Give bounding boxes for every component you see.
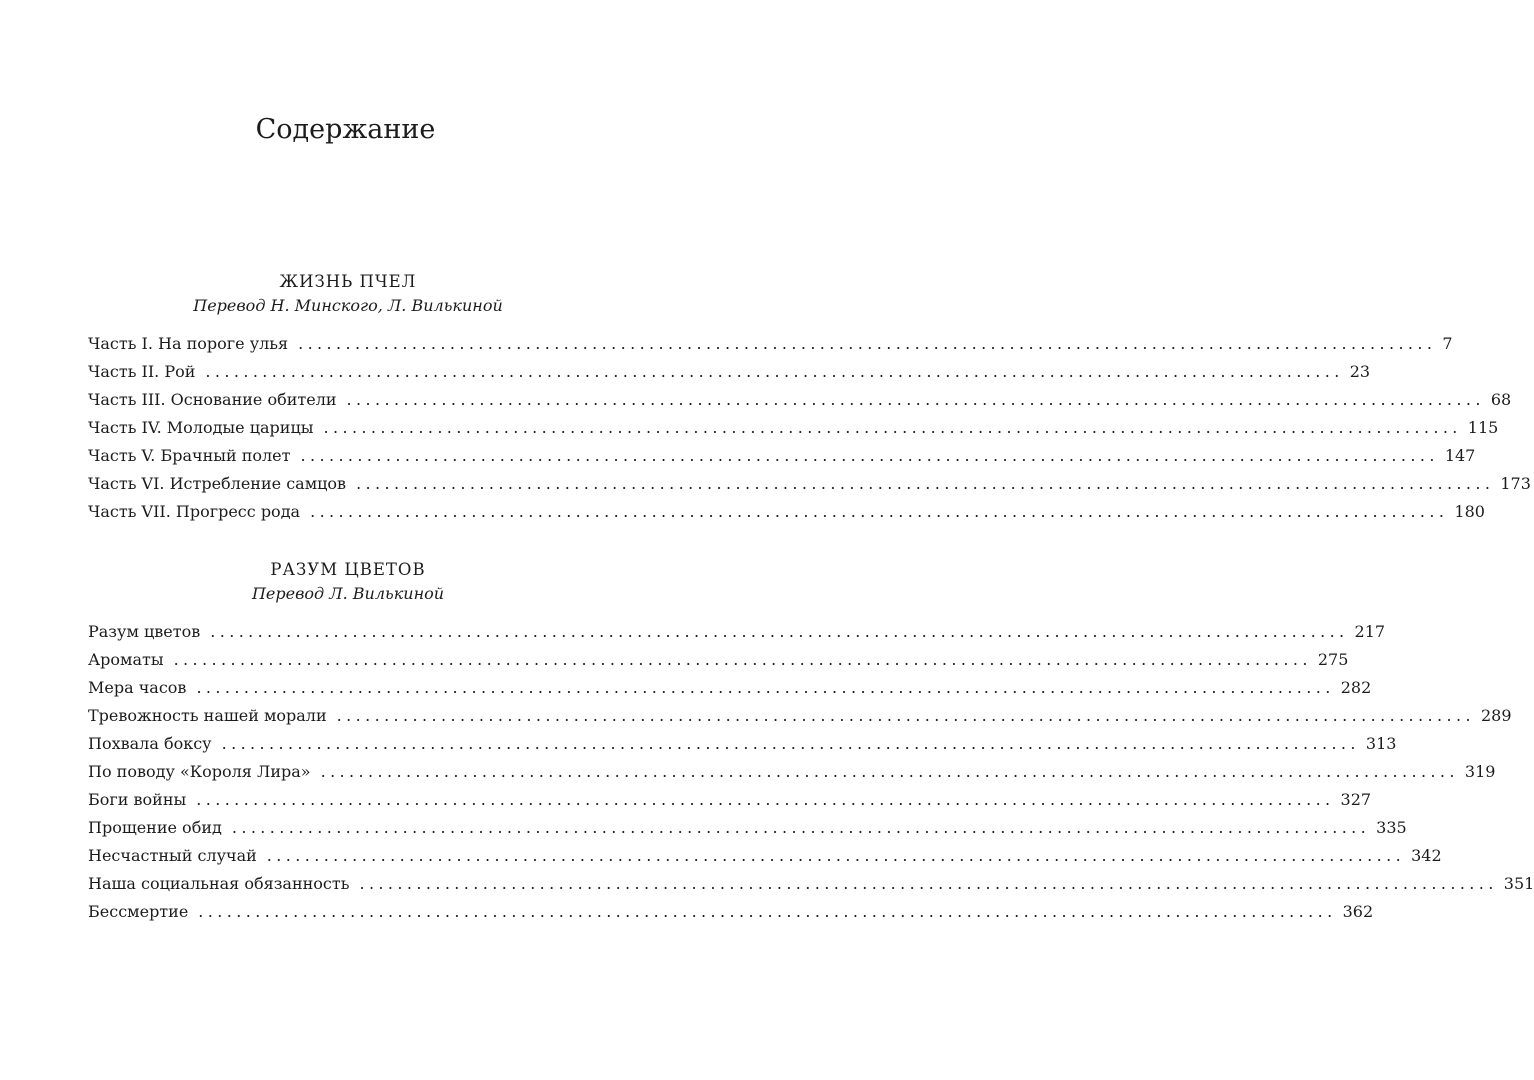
toc-entry-title: По поводу «Короля Лира»	[88, 762, 311, 781]
dot-leader: ........................................................................................................................	[196, 678, 1335, 697]
toc-entry[interactable]	[88, 646, 1349, 674]
toc-entry-page: 68	[1490, 390, 1512, 409]
toc-entry-title: Часть V. Брачный полет	[88, 446, 291, 465]
toc-entry[interactable]	[88, 498, 1485, 526]
dot-leader: ........................................................................................................................	[323, 418, 1462, 437]
dot-leader: ........................................................................................................................	[356, 474, 1495, 493]
toc-entry-page: 115	[1467, 418, 1499, 437]
dot-leader: ........................................................................................................................	[336, 706, 1475, 725]
toc-entry-title: Часть III. Основание обители	[88, 390, 337, 409]
toc-entry[interactable]	[88, 870, 1534, 898]
toc-entry[interactable]	[88, 330, 1453, 358]
dot-leader: ........................................................................................................................	[173, 650, 1312, 669]
dot-leader: ........................................................................................................................	[359, 874, 1498, 893]
toc-entry[interactable]	[88, 414, 1499, 442]
dot-leader: ........................................................................................................................	[198, 902, 1337, 921]
toc-entry[interactable]	[88, 730, 1397, 758]
page-title: Содержание	[255, 114, 436, 145]
toc-entry[interactable]	[88, 786, 1372, 814]
toc-entry[interactable]	[88, 358, 1371, 386]
toc-entry-title: Несчастный случай	[88, 846, 257, 865]
toc-entry[interactable]	[88, 470, 1531, 498]
toc-entry[interactable]	[88, 758, 1496, 786]
toc-entry-title: Наша социальная обязанность	[88, 874, 350, 893]
toc-list	[88, 618, 1534, 926]
section-life-of-bees	[88, 270, 1531, 526]
toc-entry-page: 335	[1376, 818, 1407, 837]
toc-entry-page: 327	[1340, 790, 1372, 809]
toc-entry-page: 147	[1444, 446, 1476, 465]
toc-entry-page: 275	[1317, 650, 1349, 669]
toc-entry-page: 180	[1454, 502, 1485, 521]
section-heading: ЖИЗНЬ ПЧЕЛ	[279, 272, 417, 291]
toc-entry-title: Часть VI. Истребление самцов	[88, 474, 347, 493]
toc-entry-page: 7	[1442, 334, 1453, 353]
toc-entry-page: 313	[1365, 734, 1397, 753]
dot-leader: ........................................................................................................................	[298, 334, 1437, 353]
section-heading: РАЗУМ ЦВЕТОВ	[270, 560, 426, 579]
dot-leader: ........................................................................................................................	[205, 362, 1344, 381]
toc-entry-title: Бессмертие	[88, 902, 189, 921]
toc-entry-page: 217	[1354, 622, 1386, 641]
toc-entry-title: Разум цветов	[88, 622, 201, 641]
toc-entry-title: Часть IV. Молодые царицы	[88, 418, 314, 437]
toc-entry-title: Часть II. Рой	[88, 362, 196, 381]
toc-entry-title: Тревожность нашей морали	[88, 706, 327, 725]
toc-entry-title: Похвала боксу	[88, 734, 212, 753]
toc-entry[interactable]	[88, 674, 1372, 702]
toc-entry-page: 319	[1464, 762, 1496, 781]
toc-entry-page: 23	[1349, 362, 1371, 381]
toc-entry-page: 362	[1342, 902, 1374, 921]
toc-entry-title: Боги войны	[88, 790, 187, 809]
toc-entry-page: 282	[1340, 678, 1372, 697]
toc-entry[interactable]	[88, 842, 1442, 870]
dot-leader: ........................................................................................................................	[266, 846, 1406, 865]
dot-leader: ........................................................................................................................	[231, 818, 1371, 837]
dot-leader: ........................................................................................................................	[310, 502, 1449, 521]
toc-entry[interactable]	[88, 618, 1386, 646]
toc-entry-title: Прощение обид	[88, 818, 222, 837]
toc-entry-page: 173	[1500, 474, 1531, 493]
dot-leader: ........................................................................................................................	[346, 390, 1485, 409]
toc-entry-title: Ароматы	[88, 650, 164, 669]
toc-entry-page: 289	[1480, 706, 1512, 725]
dot-leader: ........................................................................................................................	[320, 762, 1459, 781]
toc-entry[interactable]	[88, 442, 1476, 470]
toc-entry[interactable]	[88, 702, 1512, 730]
toc-list	[88, 330, 1531, 526]
toc-entry-title: Мера часов	[88, 678, 187, 697]
section-translator: Перевод Л. Вилькиной	[251, 584, 445, 603]
dot-leader: ........................................................................................................................	[210, 622, 1349, 641]
toc-entry-page: 351	[1503, 874, 1534, 893]
section-translator: Перевод Н. Минского, Л. Вилькиной	[193, 296, 503, 315]
dot-leader: ........................................................................................................................	[196, 790, 1335, 809]
section-intelligence-of-flowers	[88, 558, 1534, 926]
toc-entry-title: Часть I. На пороге улья	[88, 334, 289, 353]
toc-entry[interactable]	[88, 898, 1374, 926]
dot-leader: ........................................................................................................................	[300, 446, 1439, 465]
toc-entry[interactable]	[88, 814, 1407, 842]
toc-entry-title: Часть VII. Прогресс рода	[88, 502, 301, 521]
toc-entry-page: 342	[1411, 846, 1442, 865]
dot-leader: ........................................................................................................................	[221, 734, 1360, 753]
toc-entry[interactable]	[88, 386, 1512, 414]
